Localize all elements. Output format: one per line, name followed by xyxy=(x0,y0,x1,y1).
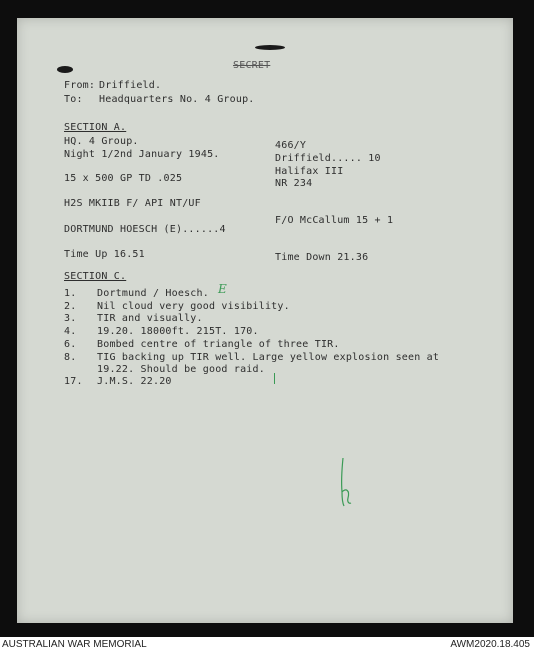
to-label: To: xyxy=(64,94,83,105)
footer-credit: AUSTRALIAN WAR MEMORIAL xyxy=(2,639,147,650)
footer-reference: AWM2020.18.405 xyxy=(450,639,530,650)
section-c-item-text: Bombed centre of triangle of three TIR. xyxy=(97,339,340,350)
section-a-right-line: 466/Y xyxy=(275,140,307,151)
section-a-left-line: Night 1/2nd January 1945. xyxy=(64,149,220,160)
section-a-right-line: F/O McCallum 15 + 1 xyxy=(275,215,394,226)
section-a-right-line: Time Down 21.36 xyxy=(275,252,369,263)
section-c-item-number: 2. xyxy=(64,301,77,312)
section-c-item-number: 8. xyxy=(64,352,77,363)
section-a-right-line: Halifax III xyxy=(275,166,344,177)
section-c-item-number: 6. xyxy=(64,339,77,350)
section-a-right-line: NR 234 xyxy=(275,178,313,189)
from-label: From: xyxy=(64,80,96,91)
section-a-left-line: Time Up 16.51 xyxy=(64,249,145,260)
document-page xyxy=(17,18,513,623)
section-a-left-line: 15 x 500 GP TD .025 xyxy=(64,173,183,184)
section-c-item-text: TIG backing up TIR well. Large yellow explosion seen at xyxy=(97,352,440,363)
section-c-item-text: TIR and visually. xyxy=(97,313,203,324)
section-c-item-number: 1. xyxy=(64,288,77,299)
tick-mark xyxy=(274,373,275,384)
section-a-left-line: HQ. 4 Group. xyxy=(64,136,139,147)
section-a-left-line: H2S MKIIB F/ API NT/UF xyxy=(64,198,201,209)
section-c-item-text: 19.22. Should be good raid. xyxy=(97,364,265,375)
section-c-item-number: 17. xyxy=(64,376,83,387)
section-c-item-text: Nil cloud very good visibility. xyxy=(97,301,290,312)
section-a-left-line: DORTMUND HOESCH (E)......4 xyxy=(64,224,226,235)
section-a-heading: SECTION A. xyxy=(64,122,127,133)
punch-hole xyxy=(255,45,285,50)
handwritten-annotation: E xyxy=(218,282,227,296)
section-c-item-text: 19.20. 18000ft. 215T. 170. xyxy=(97,326,259,337)
section-c-item-text: Dortmund / Hoesch. xyxy=(97,288,209,299)
section-a-right-line: Driffield..... 10 xyxy=(275,153,381,164)
to-value: Headquarters No. 4 Group. xyxy=(99,94,255,105)
punch-hole xyxy=(57,66,73,73)
section-c-item-number: 3. xyxy=(64,313,77,324)
section-c-heading: SECTION C. xyxy=(64,271,127,282)
section-c-item-number: 4. xyxy=(64,326,77,337)
handwritten-initial-icon xyxy=(335,456,355,510)
section-c-item-text: J.M.S. 22.20 xyxy=(97,376,172,387)
classification-marking: SECRET xyxy=(233,60,271,71)
from-value: Driffield. xyxy=(99,80,162,91)
